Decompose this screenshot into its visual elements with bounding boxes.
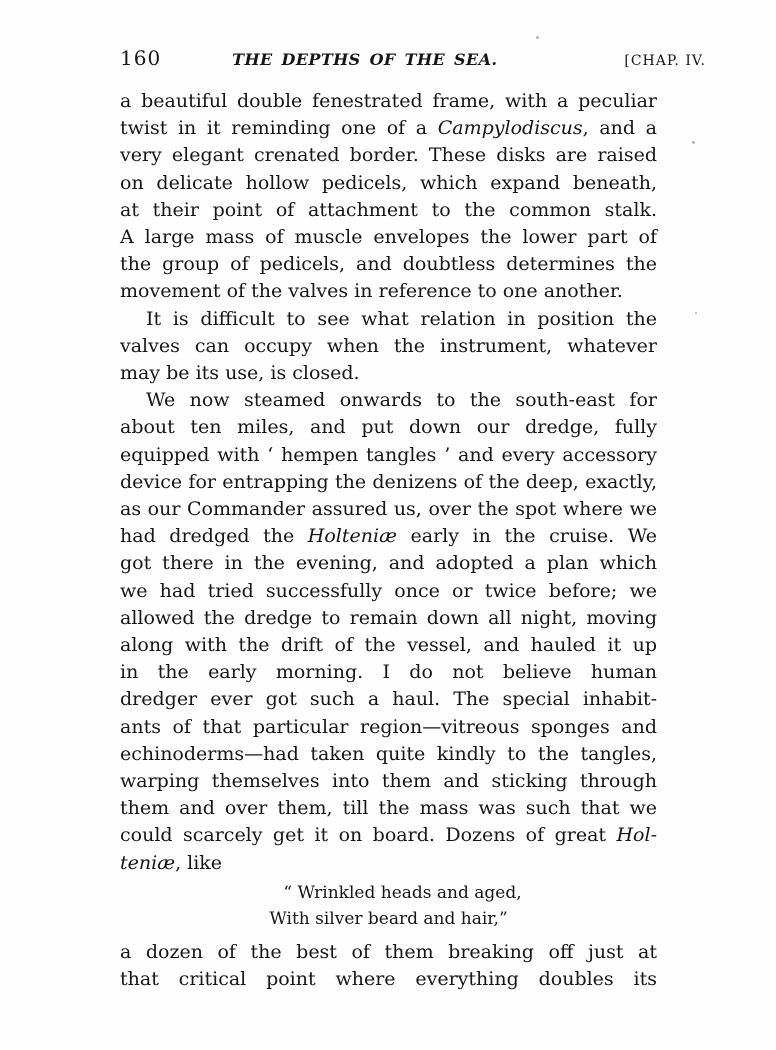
text-body [120, 88, 657, 993]
text-line: a beautiful double fenestrated frame, with a peculiar [120, 90, 657, 112]
text-line: twist in it reminding one of a Campylodiscus, and a [120, 117, 657, 140]
text-line: the group of pedicels, and doubtless determines the [120, 253, 657, 276]
text-line: device for entrapping the denizens of the deep, exactly, [120, 470, 657, 493]
paragraph [120, 939, 657, 993]
paragraph [120, 387, 657, 877]
text-line: could scarcely get it on board. Dozens of great Hol- [120, 824, 657, 847]
text-line: It is difficult to see what relation in position the [146, 307, 657, 330]
text-line: A large mass of muscle envelopes the lower part of [120, 226, 657, 249]
text-line: allowed the dredge to remain down all night, moving [120, 606, 657, 629]
page-header [120, 46, 706, 70]
text-line: along with the drift of the vessel, and hauled it up [120, 634, 657, 657]
text-line: may be its use, is closed. [120, 362, 360, 385]
text-line: dredger ever got such a haul. The special inhabit- [120, 688, 657, 711]
text-line: movement of the valves in reference to one another. [120, 280, 623, 303]
chapter-label: [CHAP. IV. [624, 53, 706, 69]
text-line: them and over them, till the mass was such that we [120, 797, 657, 820]
text-line: warping themselves into them and sticking through [120, 770, 657, 793]
text-line: as our Commander assured us, over the spot where we [120, 498, 657, 521]
paragraph [120, 88, 657, 306]
text-line: We now steamed onwards to the south-east for [146, 389, 657, 412]
text-line: got there in the evening, and adopted a plan which [120, 552, 657, 575]
text-line: very elegant crenated border. These disks are raised [120, 144, 657, 167]
text-line: echinoderms—had taken quite kindly to the tangles, [120, 742, 657, 765]
text-line: on delicate hollow pedicels, which expand beneath, [120, 171, 657, 194]
text-line: that critical point where everything doubles its [120, 968, 657, 991]
text-line: “ Wrinkled heads and aged, [283, 882, 522, 903]
scan-speck [692, 141, 695, 144]
text-line: had dredged the Holteniæ early in the cruise. We [120, 525, 658, 548]
text-line: equipped with ‘ hempen tangles ’ and every accessory [120, 443, 657, 466]
running-title: THE DEPTHS OF THE SEA. [232, 50, 498, 69]
text-line: about ten miles, and put down our dredge, fully [120, 416, 657, 439]
paragraph [120, 306, 657, 388]
text-line: a dozen of the best of them breaking off just at [120, 940, 657, 963]
text-line: valves can occupy when the instrument, whatever [120, 334, 657, 357]
scan-speck [695, 312, 697, 314]
page-number: 160 [120, 46, 162, 70]
text-line: ants of that particular region—vitreous sponges and [120, 715, 657, 738]
text-line: at their point of attachment to the common stalk. [120, 198, 657, 221]
text-line: With silver beard and hair,” [269, 908, 508, 929]
text-line: in the early morning. I do not believe human [120, 661, 657, 684]
text-line: teniæ, like [120, 851, 223, 874]
verse-quote [120, 880, 657, 932]
text-line: we had tried successfully once or twice before; we [120, 579, 657, 602]
scan-speck [536, 36, 539, 39]
